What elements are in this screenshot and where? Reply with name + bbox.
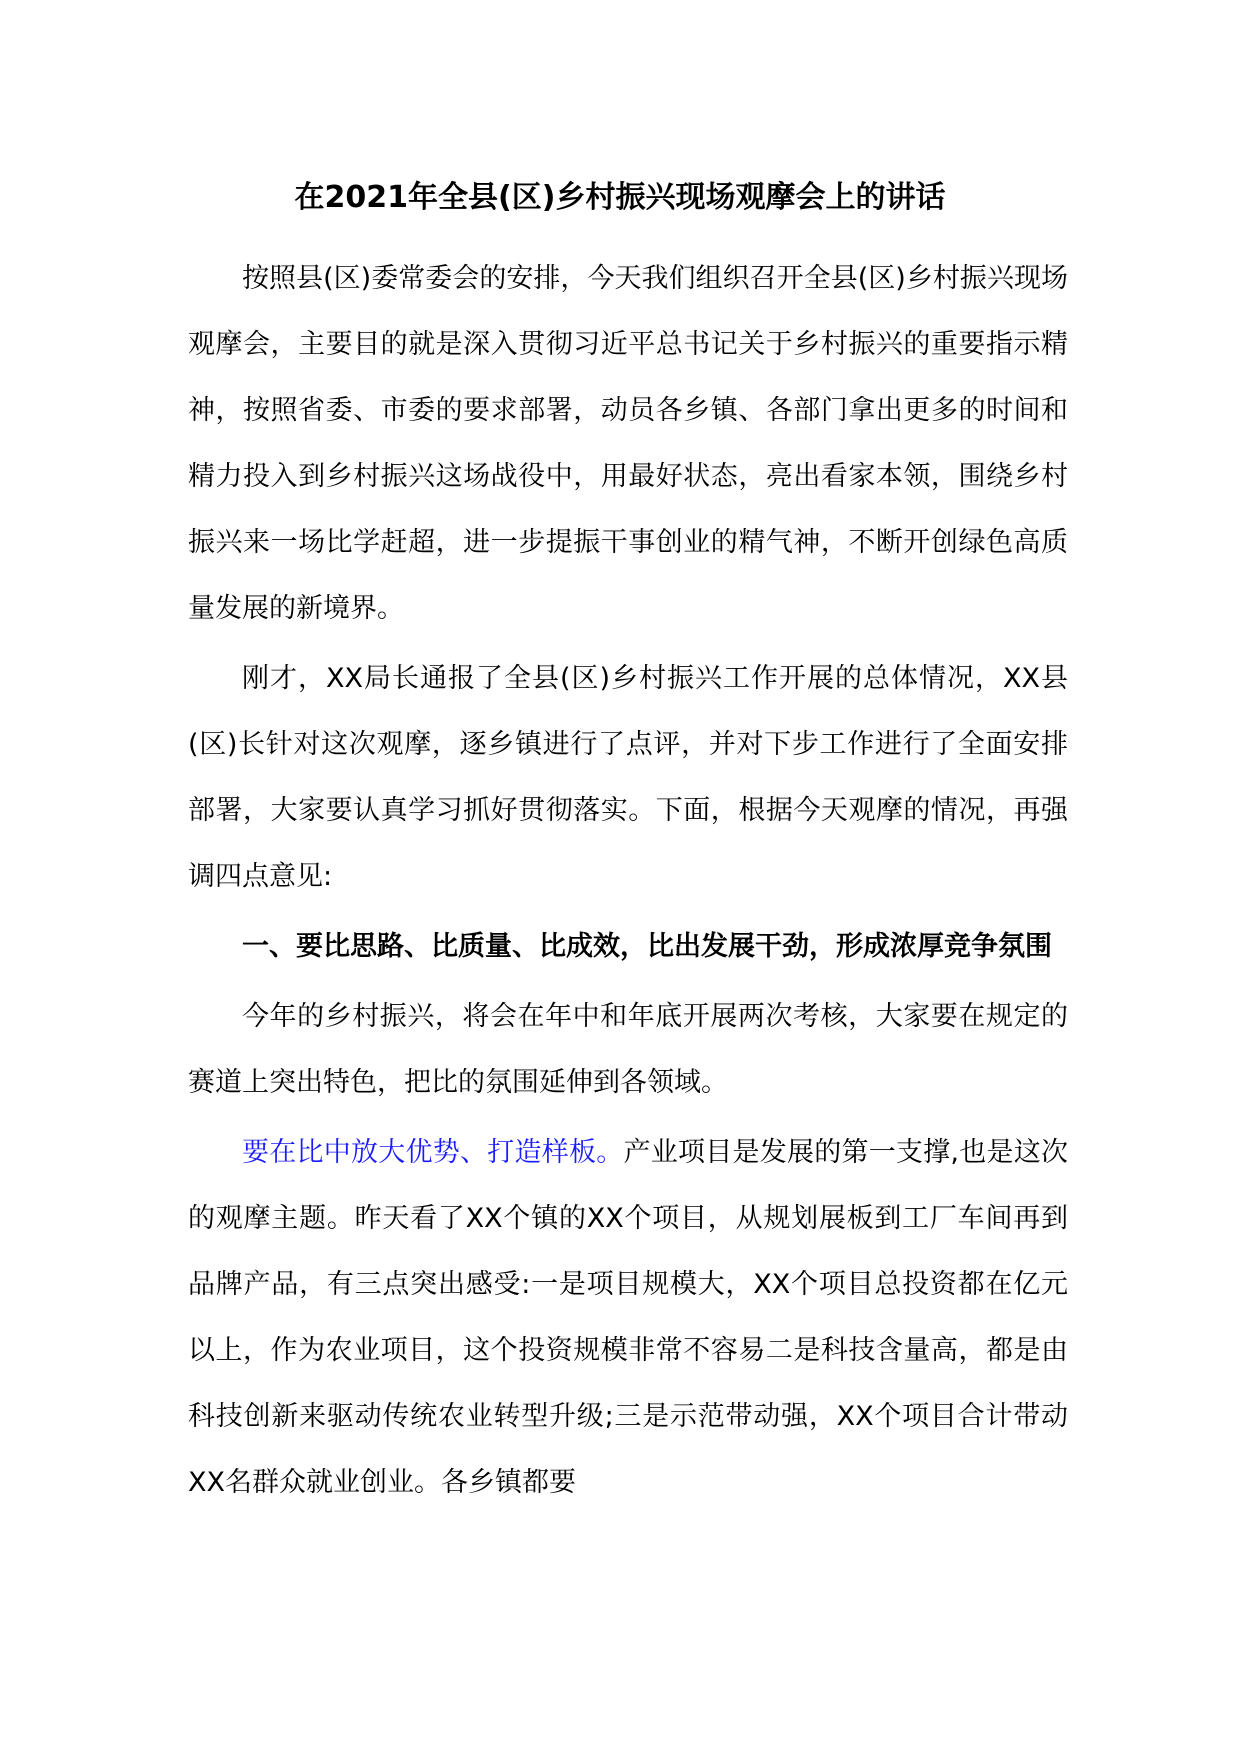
paragraph-assessment: 今年的乡村振兴，将会在年中和年底开展两次考核，大家要在规定的赛道上突出特色，把比的氛围延伸到各领域。: [188, 1001, 1068, 1098]
document-title: 在2021年全县(区)乡村振兴现场观摩会上的讲话: [294, 180, 946, 215]
paragraph-intro: 按照县(区)委常委会的安排，今天我们组织召开全县(区)乡村振兴现场观摩会，主要目的就是深入贯彻习近平总书记关于乡村振兴的重要指示精神，按照省委、市委的要求部署，动员各乡镇、各部门拿出更多的时间和精力投入到乡村振兴这场战役中，用最好状态，亮出看家本领，围绕乡村振兴来一场比学赶超，进一步提振干事创业的精气神，不断开创绿色高质量发展的新境界。: [188, 263, 1068, 624]
paragraph-summary: 刚才，XX局长通报了全县(区)乡村振兴工作开展的总体情况，XX县(区)长针对这次观摩，逐乡镇进行了点评，并对下步工作进行了全面安排部署，大家要认真学习抓好贯彻落实。下面，根据今天观摩的情况，再强调四点意见:: [188, 663, 1068, 892]
paragraph-lead-highlight: 要在比中放大优势、打造样板。: [242, 1137, 624, 1168]
paragraph-projects-text: 产业项目是发展的第一支撑,也是这次的观摩主题。昨天看了XX个镇的XX个项目，从规划展板到工厂车间再到品牌产品，有三点突出感受:一是项目规模大，XX个项目总投资都在亿元以上，作为农业项目，这个投资规模非常不容易二是科技含量高，都是由科技创新来驱动传统农业转型升级;三是示范带动强，XX个项目合计带动XX名群众就业创业。各乡镇都要: [188, 1137, 1069, 1498]
section-heading-1: 一、要比思路、比质量、比成效，比出发展干劲，形成浓厚竞争氛围: [242, 931, 1052, 962]
paragraph-projects: [188, 1120, 1068, 1516]
document-body: [188, 246, 1068, 1520]
